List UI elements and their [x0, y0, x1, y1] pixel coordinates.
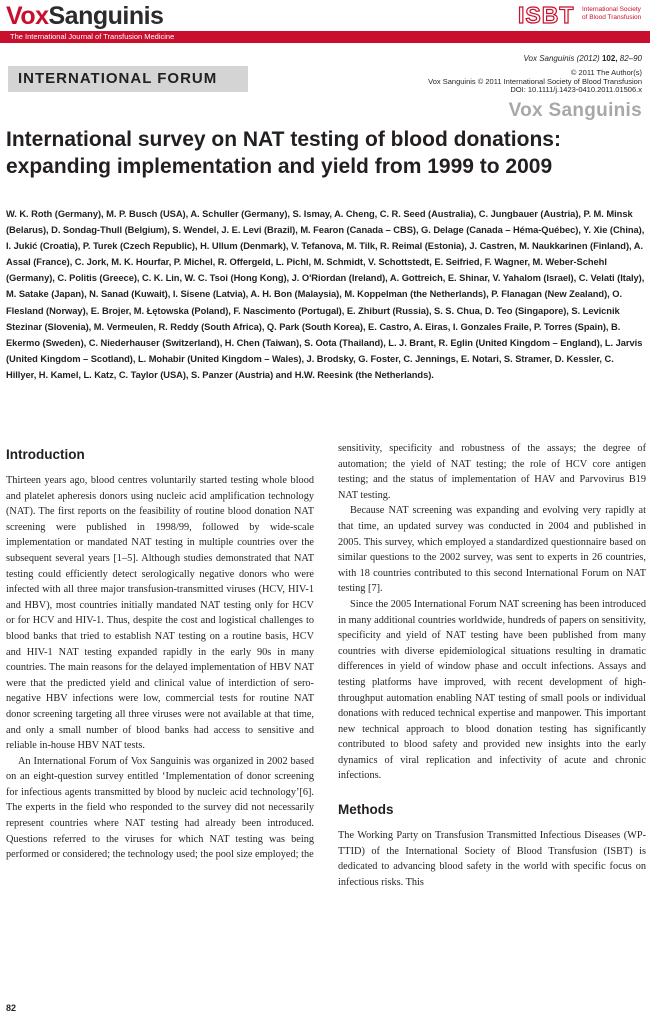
journal-mark: Vox Sanguinis — [508, 100, 642, 121]
right-column — [338, 441, 646, 890]
isbt-letters: ISBT — [518, 2, 575, 28]
intro-paragraph-2: An International Forum of Vox Sanguinis was organized in 2002 based on an eight-question survey entitled ‘Implementation of donor screening for infectious agents transmitted by blood by nucleic acid technology’[6]. The experts in the field who responded to the survey did not necessarily represent countries where NAT testing had already been introduced. Questions referred to the viruses for which NAT testing was being performed or considered; the technology used; the pool size employed; the — [6, 755, 314, 861]
intro-paragraph-4: Since the 2005 International Forum NAT screening has been introduced in many additional countries worldwide, hundreds of papers on sensitivity, specificity and yield of NAT testing have been published from many countries with diverse epidemiological situations resulting in dramatic differences in yield of window phase and occult infections. Assays and testing platforms have improved, with recent development of high-throughput automation enabling NAT testing of small pools or individual donations with reduced technical expertise and manpower. This important new technical approach to blood donation testing has significantly contributed to blood safety and provided new insights into the early dynamics of viral replication and infectivity of acute and chronic infections. — [338, 598, 646, 782]
journal-tagline: The International Journal of Transfusion Medicine — [10, 32, 175, 41]
intro-paragraph-2-continued: sensitivity, specificity and robustness of the assays; the degree of automation; the yield of NAT testing; the role of HCV core antigen testing; and the status of implementation of HAV and Parvovirus B19 NAT testing. — [338, 443, 646, 501]
methods-heading: Methods — [338, 802, 394, 818]
article-title — [6, 126, 646, 180]
left-column — [6, 446, 314, 863]
introduction-heading: Introduction — [6, 447, 85, 462]
copyright-author: © 2011 The Author(s) — [570, 68, 642, 77]
author-list: W. K. Roth (Germany), M. P. Busch (USA), A. Schuller (Germany), S. Ismay, A. Cheng, C. R. Seed (Australia), C. Jungbauer (Austria), P. M. Minsk (Belarus), D. Sondag-Thull (Belgium), S. Wendel, J. E. Levi (Brazil), M. Fearon (Canada – CBS), G. Delage (Canada – Héma-Québec), Y. Xie (China), I. Jukić (Croatia), P. Turek (Czech Republic), H. Ullum (Denmark), V. Tefanova, M. Tilk, R. Reimal (Estonia), J. Castren, M. Naukkarinen (Finland), A. Assal (France), C. Jork, M. K. Hourfar, P. Michel, R. Offergeld, L. Pichl, M. Schmidt, V. Schottstedt, E. Seifried, F. Wagner, M. Weber-Schehl (Germany), C. Politis (Greece), C. K. Lin, W. C. Tsoi (Hong Kong), J. O'Riordan (Ireland), A. Gottreich, E. Shinar, V. Yahalom (Israel), C. Velati (Italy), M. Satake (Japan), N. Sanad (Kuwait), I. Sisene (Latvia), A. H. Bon (Malaysia), M. Koppelman (the Netherlands), P. Flanagan (New Zealand), O. Flesland (Norway), E. Brojer, M. Łętowska (Poland), F. Nascimento (Portugal), E. Zhiburt (Russia), S. S. Chua, D. Teo (Singapore), S. Levicnik Stezinar (Slovenia), M. Vermeulen, R. Reddy (South Africa), Q. Park (South Korea), E. Castro, A. Eiras, I. Gonzales Fraile, P. Torres (Spain), B. Ekermo (Sweden), C. Niederhauser (Switzerland), H. Chen (Taiwan), S. Oota (Thailand), L. J. Brant, R. Eglin (United Kingdom – England), L. Jarvis (United Kingdom – Scotland), L. Mohabir (United Kingdom – Wales), J. Brodsky, G. Foster, C. Jennings, E. Notari, S. Stramer, D. Kessler, C. Hillyer, H. Kamel, L. Katz, C. Taylor (USA), S. Panzer (Austria) and H.W. Reesink (the Netherlands). — [6, 209, 645, 380]
intro-paragraph-3: Because NAT screening was expanding and evolving very rapidly at that time, an updated survey was conducted in 2004 and published in 2005. This survey, which employed a standardized questionnaire based on similar questions to the 2002 survey, was sent to experts in 26 countries, with 18 countries contributed to this second International Forum on NAT testing [7]. — [338, 505, 646, 595]
citation — [523, 54, 642, 63]
citation-year: (2012) — [576, 54, 600, 63]
section-label: INTERNATIONAL FORUM — [8, 66, 248, 92]
citation-pages: 82–90 — [619, 54, 642, 63]
journal-tagline-bar — [0, 31, 650, 43]
page-number: 82 — [6, 1003, 17, 1013]
isbt-line-2: of Blood Transfusion — [582, 14, 642, 21]
citation-journal: Vox Sanguinis — [523, 54, 575, 63]
citation-volume: 102, — [601, 54, 618, 63]
journal-logo — [6, 2, 163, 30]
isbt-society-name — [582, 6, 641, 22]
isbt-line-1: International Society — [582, 6, 641, 13]
doi: DOI: 10.1111/j.1423-0410.2011.01506.x — [510, 85, 642, 95]
copyright-block — [428, 69, 642, 95]
title-line-2: expanding implementation and yield from 1999 to 2009 — [6, 155, 553, 178]
copyright-society: Vox Sanguinis © 2011 International Society of Blood Transfusion — [428, 76, 642, 86]
title-line-1: International survey on NAT testing of blood donations: — [6, 128, 561, 151]
methods-paragraph-1: The Working Party on Transfusion Transmitted Infectious Diseases (WP-TTID) of the International Society of Blood Transfusion (ISBT) is dedicated to advancing blood safety in the world with specific focus on infectious risks. This — [338, 830, 646, 888]
logo-sanguinis: Sanguinis — [48, 2, 164, 30]
logo-vox: Vox — [6, 2, 49, 30]
intro-paragraph-1: Thirteen years ago, blood centres voluntarily started testing whole blood and platelet apheresis donors using nucleic acid amplification technology (NAT). The first reports on the feasibility of routine blood donation NAT screening were published in 1998/99, followed by wide-scale implementation or mandated NAT testing in multiple countries over the subsequent several years [1–5]. Although studies demonstrated that NAT testing could efficiently detect serologically negative donors who were infected with all three major transfusion-transmitted viruses (HCV, HIV-1 and HBV), most countries initially mandated NAT testing only for HCV or for HCV and HIV-1. Thus, despite the cost and logistical challenges to blood banks that tried to establish NAT testing on a routine basis, HCV and HIV-1 NAT testing expanded rapidly in the early 90s in many countries. The main reasons for the delayed implementation of HBV NAT were that the predicted yield and clinical value of interdiction of sero-negative HBV infections were low, commercial tests for routine NAT donor screening targeting all three viruses were not available at that time, and only a small number of blood banks had access to sensitive and reliable in-house HBV NAT tests. — [6, 475, 314, 752]
